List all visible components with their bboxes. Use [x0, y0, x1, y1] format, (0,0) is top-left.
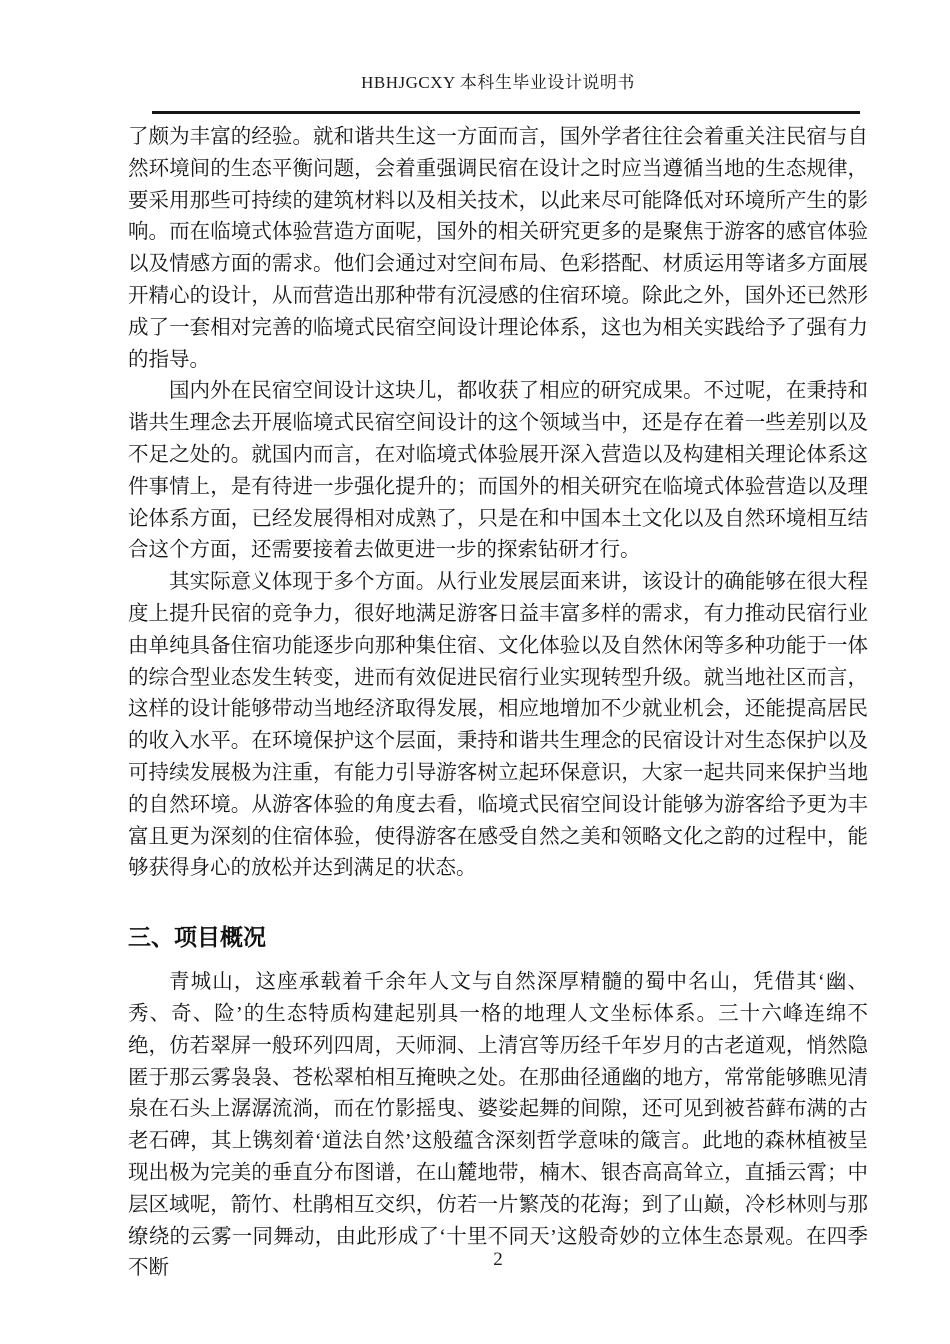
page-header: [128, 71, 868, 114]
paragraph-significance: 其实际意义体现于多个方面。从行业发展层面来讲，该设计的确能够在很大程度上提升民宿的竞争力，很好地满足游客日益丰富多样的需求，有力推动民宿行业由单纯具备住宿功能逐步向那种集住宿、文化体验以及自然休闲等多种功能于一体的综合型业态发生转变，进而有效促进民宿行业实现转型升级。就当地社区而言，这样的设计能够带动当地经济取得发展，相应地增加不少就业机会，还能提高居民的收入水平。在环境保护这个层面，秉持和谐共生理念的民宿设计对生态保护以及可持续发展极为注重，有能力引导游客树立起环保意识，大家一起共同来保护当地的自然环境。从游客体验的角度去看，临境式民宿空间设计能够为游客给予更为丰富且更为深刻的住宿体验，使得游客在感受自然之美和领略文化之韵的过程中，能够获得身心的放松并达到满足的状态。: [128, 571, 868, 880]
document-body: [128, 122, 868, 1285]
page-content: [128, 71, 868, 1285]
section-heading-project-overview: 三、项目概况: [128, 924, 266, 951]
header-title: HBHJGCXY 本科生毕业设计说明书: [361, 73, 635, 92]
paragraph-research-status: 国内外在民宿空间设计这块儿，都收获了相应的研究成果。不过呢，在秉持和谐共生理念去开展临境式民宿空间设计的这个领域当中，还是存在着一些差别以及不足之处的。就国内而言，在对临境式体验展开深入营造以及构建相关理论体系这件事情上，是有待进一步强化提升的；而国外的相关研究在临境式体验营造以及理论体系方面，已经发展得相对成熟了，只是在和中国本土文化以及自然环境相互结合这个方面，还需要接着去做更进一步的探索钻研才行。: [128, 380, 868, 562]
paragraph-qingcheng-mountain: 青城山，这座承载着千余年人文与自然深厚精髓的蜀中名山，凭借其‘幽、秀、奇、险’的生态特质构建起别具一格的地理人文坐标体系。三十六峰连绵不绝，仿若翠屏一般环列四周，天师洞、上清宫等历经千年岁月的古老道观，悄然隐匿于那云雾袅袅、苍松翠柏相互掩映之处。在那曲径通幽的地方，常常能够瞧见清泉在石头上潺潺流淌，而在竹影摇曳、婆娑起舞的间隙，还可见到被苔藓布满的古老石碑，其上镌刻着‘道法自然’这般蕴含深刻哲学意味的箴言。此地的森林植被呈现出极为完美的垂直分布图谱，在山麓地带，楠木、银杏高高耸立，直插云霄；中层区域呢，箭竹、杜鹃相互交织，仿若一片繁茂的花海；到了山巅，冷杉林则与那缭绕的云雾一同舞动，由此形成了‘十里不同天’这般奇妙的立体生态景观。在四季不断: [128, 971, 868, 1280]
paragraph-continuation: 了颇为丰富的经验。就和谐共生这一方面而言，国外学者往往会着重关注民宿与自然环境间的生态平衡问题，会着重强调民宿在设计之时应当遵循当地的生态规律，要采用那些可持续的建筑材料以及相关技术，以此来尽可能降低对环境所产生的影响。而在临境式体验营造方面呢，国外的相关研究更多的是聚焦于游客的感官体验以及情感方面的需求。他们会通过对空间布局、色彩搭配、材质运用等诸多方面展开精心的设计，从而营造出那种带有沉浸感的住宿环境。除此之外，国外还已然形成了一套相对完善的临境式民宿空间设计理论体系，这也为相关实践给予了强有力的指导。: [128, 126, 868, 371]
page-number: 2: [493, 1249, 503, 1270]
page-footer: [128, 1248, 868, 1272]
header-rule: [152, 111, 860, 114]
